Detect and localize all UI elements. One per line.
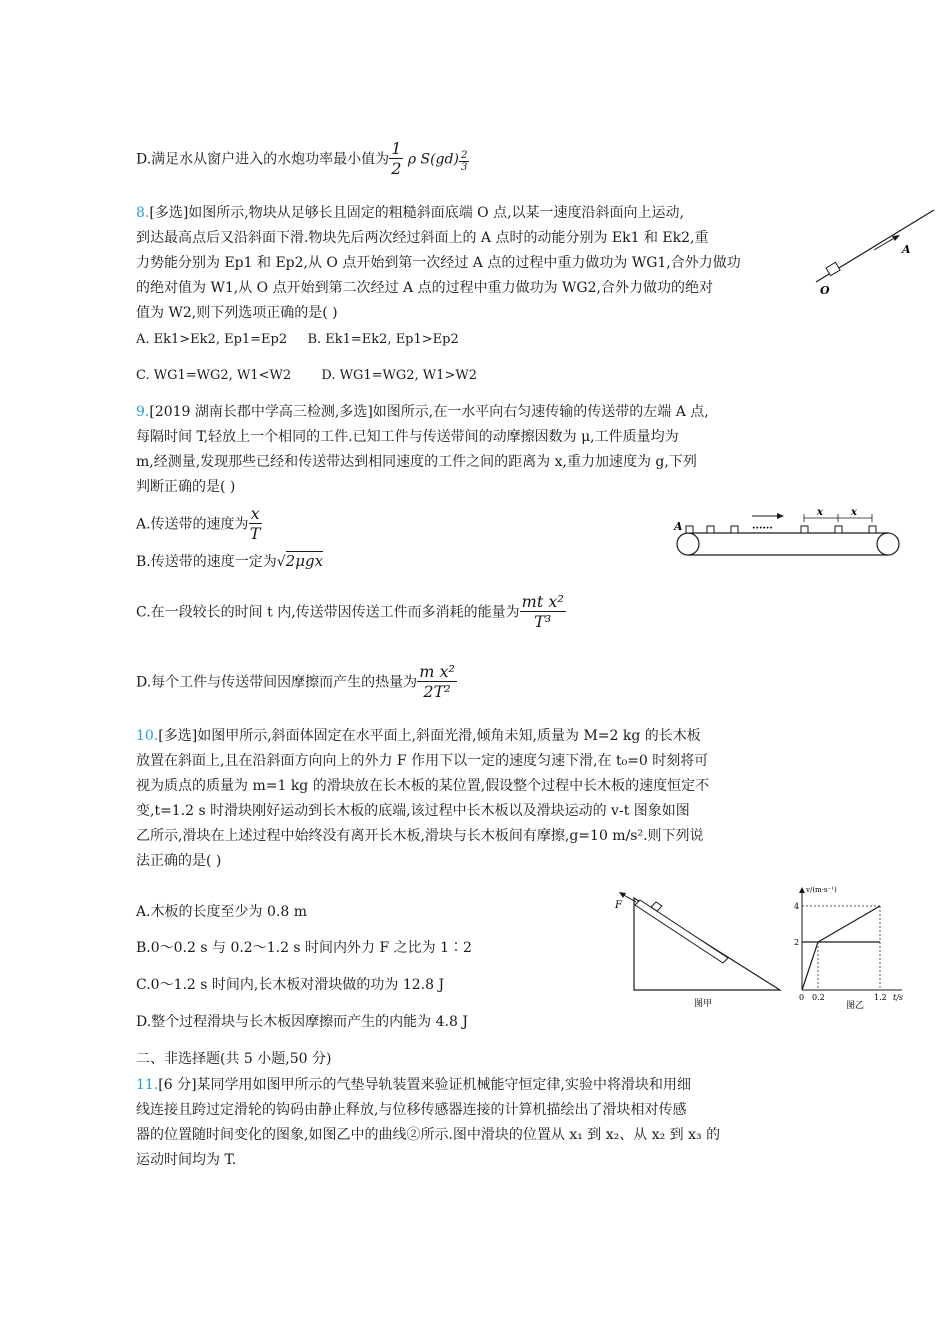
q9-c-den: T³ [534,612,552,631]
q8-line-3 [136,253,741,273]
y-axis-arrow-icon [799,887,805,893]
q10-text-5: 乙所示,滑块在上述过程中始终没有离开长木板,滑块与长木板间有摩擦,g=10 m/s².则下列说 [136,828,704,844]
slider-velocity-line [802,906,880,990]
fig2-tick-y4: 4 [794,902,800,911]
q8-line-2 [136,228,708,248]
q10-text-2: 放置在斜面上,且在沿斜面方向向上的外力 F 作用下以一定的速度匀速下滑,在 t₀=0 时刻将可 [136,753,709,769]
workpiece [869,526,876,533]
section-2-title-text: 二、非选择题(共 5 小题,50 分) [136,1051,332,1067]
arrow-head-icon [777,513,784,519]
q11-text-3: 器的位置随时间变化的图象,如图乙中的曲线②所示.图中滑块的位置从 x₁ 到 x₂、从 x₂ 到 x₃ 的 [136,1127,721,1143]
q10-option-a [136,902,307,922]
q9-d-fraction [417,663,457,702]
q9-option-c-text: C.在一段较长的时间 t 内,传送带因传送工件而多消耗的能量为 [136,604,520,621]
q7-option-d-text: D.满足水从窗户进入的水炮功率最小值为 [136,151,390,168]
q9-d-den: 2T² [423,682,451,701]
q10-text-4: 变,t=1.2 s 时滑块刚好运动到长木板的底端,该过程中长木板以及滑块运动的 v-t 图象如图 [136,803,690,819]
fig-label-a: A [902,243,911,256]
q8-options-cd [136,366,477,386]
q8-option-d: D. WG1=WG2, W1>W2 [321,368,477,383]
q9-text-1: [2019 湖南长郡中学高三检测,多选]如图所示,在一水平向右匀速传输的传送带的左端 A 点, [149,404,709,420]
q9-line-3 [136,452,697,472]
q11-line-1 [136,1075,691,1095]
q11-text-4: 运动时间均为 T. [136,1152,237,1168]
q10-figure-yi [790,884,910,1010]
fig-caption-yi: 图乙 [846,1001,865,1010]
q7-fraction [389,140,403,179]
q9-c-fraction [520,593,566,632]
q9-line-2 [136,427,679,447]
q9-text-4: 判断正确的是( ) [136,479,236,495]
q9-option-b [136,551,323,572]
q8-option-a: A. Ek1>Ek2, Ep1=Ep2 [136,332,288,347]
q10-number: 10. [136,728,159,744]
q9-option-b-text: B.传送带的速度一定为 [136,554,277,570]
q8-incline-figure [812,208,937,298]
left-roller [677,533,699,555]
q11-number: 11. [136,1077,159,1093]
q10-option-c [136,975,444,995]
q9-a-num: x [250,504,260,523]
q9-b-expression: 2μgx [285,552,324,570]
fig-dots: ······ [752,523,773,534]
q7-expression: ρ S(gd) [407,151,459,168]
q9-option-a-text: A.传送带的速度为 [136,516,249,533]
right-roller [877,533,899,555]
q8-option-c: C. WG1=WG2, W1<W2 [136,368,292,383]
q8-option-b: B. Ek1=Ek2, Ep1>Ep2 [307,332,459,347]
fig2-tick-x0: 0 [799,993,805,1002]
q9-a-den: T [249,524,261,543]
q10-line-2 [136,751,708,771]
q10-line-5 [136,826,704,846]
q7-option-d [136,140,469,179]
q10-figure-jia [612,892,787,1010]
q11-line-2 [136,1100,686,1120]
q9-c-num: mt x² [521,592,564,611]
q10-line-4 [136,801,690,821]
q10-option-b [136,938,472,958]
fig2-tick-y2: 2 [794,938,800,947]
q8-options-ab [136,330,459,350]
q8-text-1: [多选]如图所示,物块从足够长且固定的粗糙斜面底端 O 点,以某一速度沿斜面向上运动, [149,205,685,221]
q11-text-1: [6 分]某同学用如图甲所示的气垫导轨装置来验证机械能守恒定律,实验中将滑块和用细 [158,1077,691,1093]
sqrt-icon: √ [276,554,286,570]
q7-exp-num: 2 [460,149,468,161]
q11-line-3 [136,1125,720,1145]
q10-text-1: [多选]如图甲所示,斜面体固定在水平面上,斜面光滑,倾角未知,质量为 M=2 kg 的长木板 [158,728,701,744]
q8-line-4 [136,278,713,298]
q7-frac-num: 1 [391,139,402,158]
q10-option-d [136,1012,468,1032]
block [826,262,840,275]
q9-option-a [136,505,262,544]
workpiece [686,526,693,533]
fig-label-x2: x [851,507,857,518]
q9-number: 9. [136,404,150,420]
fig-label-o: O [820,284,830,297]
q7-exponent [459,150,469,173]
q9-text-3: m,经测量,发现那些已经和传送带达到相同速度的工件之间的距离为 x,重力加速度为 g,下列 [136,454,697,470]
q11-text-2: 线连接且跨过定滑轮的钩码由静止释放,与位移传感器连接的计算机描绘出了滑块相对传感 [136,1102,687,1118]
fig-caption-jia: 图甲 [694,999,713,1009]
q10-line-3 [136,776,709,796]
q10-line-1 [136,726,701,746]
q8-line-1 [136,203,684,223]
fig2-tick-x02: 0.2 [812,993,825,1002]
workpiece [707,526,714,533]
q9-line-4 [136,477,235,497]
q7-frac-den: 2 [391,159,402,178]
q10-text-3: 视为质点的质量为 m=1 kg 的滑块放在长木板的某位置,假设整个过程中长木板的速度恒定不 [136,778,710,794]
q9-conveyor-figure [670,500,905,568]
arrow-head-icon [619,892,626,898]
q8-text-5: 值为 W2,则下列选项正确的是( ) [136,305,338,321]
q11-line-4 [136,1150,236,1170]
fig2-tick-x12: 1.2 [874,993,887,1002]
fig2-ylabel: v/(m·s⁻¹) [806,886,837,894]
q10-option-d-text: D.整个过程滑块与长木板因摩擦而产生的内能为 4.8 J [136,1014,468,1030]
q9-option-c [136,593,566,632]
workpiece [801,526,808,533]
q9-text-2: 每隔时间 T,轻放上一个相同的工件.已知工件与传送带间的动摩擦因数为 μ,工件质量均为 [136,429,679,445]
q8-text-3: 力势能分别为 Ep1 和 Ep2,从 O 点开始到第一次经过 A 点的过程中重力做功为 WG1,合外力做功 [136,255,741,271]
q9-a-fraction [249,505,262,544]
workpiece [835,526,842,533]
section-2-title [136,1049,331,1069]
workpiece [731,526,738,533]
fig2-xlabel: t/s [893,993,904,1002]
q10-line-6 [136,851,221,871]
q10-option-a-text: A.木板的长度至少为 0.8 m [136,904,308,920]
q8-line-5 [136,303,338,323]
fig-label-x1: x [817,507,823,518]
arrow-head-icon [892,235,900,241]
q9-line-1 [136,402,709,422]
fig-label-f: F [615,900,622,911]
q9-option-d-text: D.每个工件与传送带间因摩擦而产生的热量为 [136,674,418,691]
q8-number: 8. [136,205,150,221]
q7-exp-den: 3 [460,161,468,173]
q8-text-4: 的绝对值为 W1,从 O 点开始到第二次经过 A 点的过程中重力做功为 WG2,合外力做功的绝对 [136,280,713,296]
velocity-arrow [874,237,896,250]
q10-text-6: 法正确的是( ) [136,853,222,869]
q9-option-d [136,663,457,702]
q10-option-b-text: B.0～0.2 s 与 0.2～1.2 s 时间内外力 F 之比为 1∶2 [136,940,472,956]
fig-label-a: A [674,520,683,533]
q9-d-num: m x² [419,662,455,681]
q10-option-c-text: C.0～1.2 s 时间内,长木板对滑块做的功为 12.8 J [136,977,445,993]
q8-text-2: 到达最高点后又沿斜面下滑.物块先后两次经过斜面上的 A 点时的动能分别为 Ek1 和 Ek2,重 [136,230,709,246]
